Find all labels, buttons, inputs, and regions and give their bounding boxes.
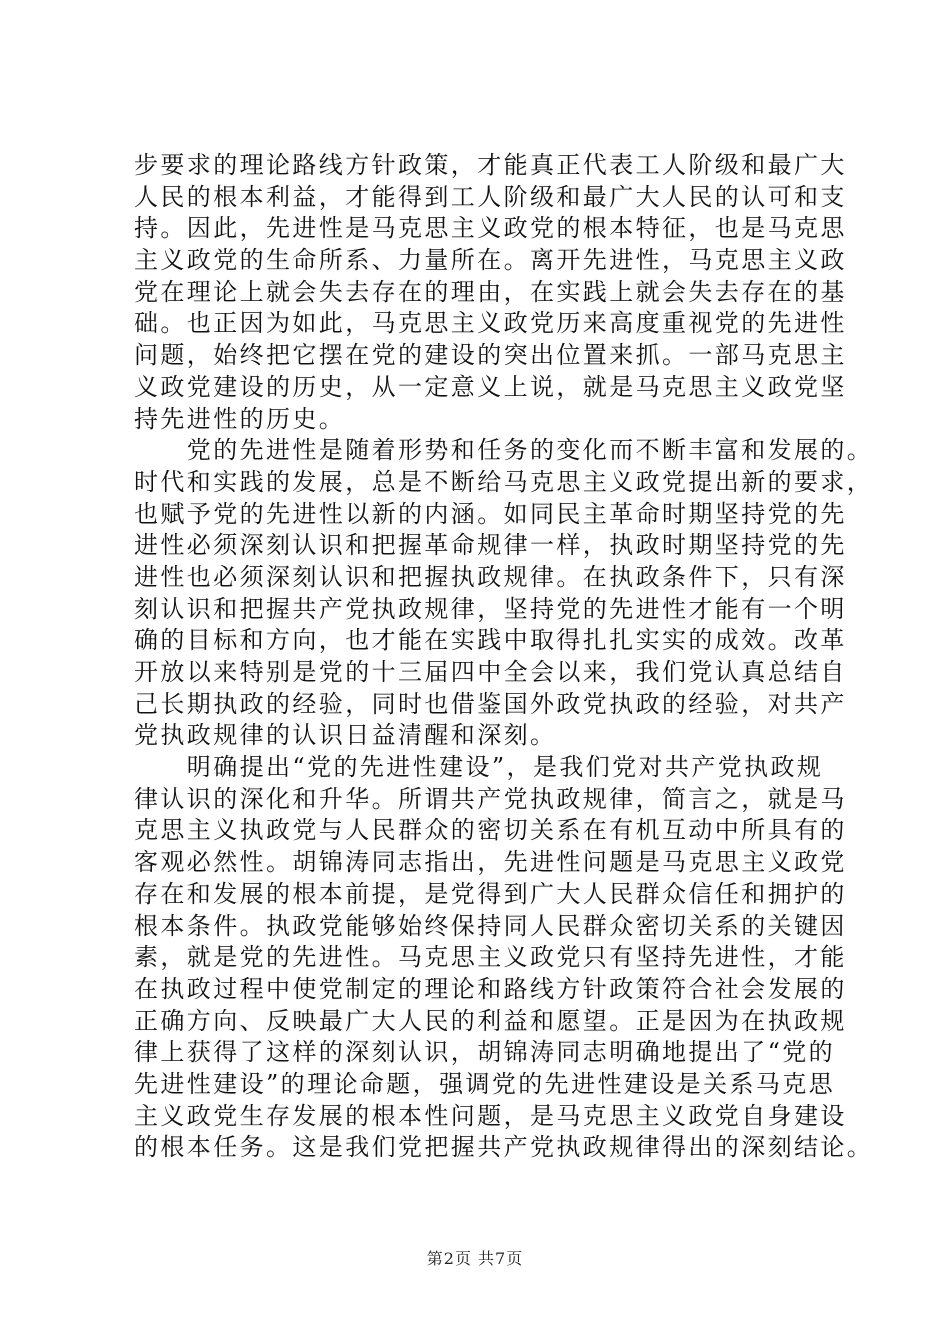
paragraph-1 <box>134 150 854 435</box>
text-line: 义政党建设的历史，从一定意义上说，就是马克思主义政党坚 <box>134 372 847 401</box>
text-line: 持。因此，先进性是马克思主义政党的根本特征，也是马克思 <box>134 214 847 243</box>
text-line: 的根本任务。这是我们党把握共产党执政规律得出的深刻结论。 <box>134 1133 874 1162</box>
text-line: 持先进性的历史。 <box>134 404 346 433</box>
paragraph-2 <box>134 435 874 752</box>
text-line: 进性必须深刻认识和把握革命规律一样，执政时期坚持党的先 <box>134 531 847 560</box>
text-line: 克思主义执政党与人民群众的密切关系在有机互动中所具有的 <box>134 816 847 845</box>
text-line: 律认识的深化和升华。所谓共产党执政规律，简言之，就是马 <box>134 784 847 813</box>
text-line: 正确方向、反映最广大人民的利益和愿望。正是因为在执政规 <box>134 1006 847 1035</box>
text-line: 素，就是党的先进性。马克思主义政党只有坚持先进性，才能 <box>134 943 847 972</box>
page-number-footer: 第2页 共7页 <box>426 1249 524 1268</box>
text-line: 问题，始终把它摆在党的建设的突出位置来抓。一部马克思主 <box>134 341 847 370</box>
text-line: 进性也必须深刻认识和把握执政规律。在执政条件下，只有深 <box>134 562 847 591</box>
text-line: 步要求的理论路线方针政策，才能真正代表工人阶级和最广大 <box>134 151 847 179</box>
text-line: 开放以来特别是党的十三届四中全会以来，我们党认真总结自 <box>134 658 847 686</box>
text-line: 明确提出“党的先进性建设”，是我们党对共产党执政规 <box>134 753 824 782</box>
text-line: 己长期执政的经验，同时也借鉴国外政党执政的经验，对共产 <box>134 689 847 718</box>
text-line: 根本条件。执政党能够始终保持同人民群众密切关系的关键因 <box>134 911 847 940</box>
text-line: 党执政规律的认识日益清醒和深刻。 <box>134 721 557 750</box>
text-line: 律上获得了这样的深刻认识，胡锦涛同志明确地提出了“党的 <box>134 1038 836 1067</box>
text-line: 党的先进性是随着形势和任务的变化而不断丰富和发展的。 <box>134 436 874 465</box>
text-line: 主义政党的生命所系、力量所在。离开先进性，马克思主义政 <box>134 246 847 275</box>
text-line: 客观必然性。胡锦涛同志指出，先进性问题是马克思主义政党 <box>134 848 847 877</box>
text-line: 人民的根本利益，才能得到工人阶级和最广大人民的认可和支 <box>134 182 847 211</box>
text-line: 确的目标和方向，也才能在实践中取得扎扎实实的成效。改革 <box>134 626 847 655</box>
text-line: 在执政过程中使党制定的理论和路线方针政策符合社会发展的 <box>134 974 847 1003</box>
text-line: 党在理论上就会失去存在的理由，在实践上就会失去存在的基 <box>134 277 847 306</box>
text-line: 时代和实践的发展，总是不断给马克思主义政党提出新的要求， <box>134 467 874 496</box>
text-line: 刻认识和把握共产党执政规律，坚持党的先进性才能有一个明 <box>134 594 847 623</box>
text-line: 也赋予党的先进性以新的内涵。如同民主革命时期坚持党的先 <box>134 499 847 528</box>
text-line: 存在和发展的根本前提，是党得到广大人民群众信任和拥护的 <box>134 879 847 908</box>
text-line: 主义政党生存发展的根本性问题，是马克思主义政党自身建设 <box>134 1101 847 1130</box>
paragraph-3 <box>134 752 874 1164</box>
text-line: 础。也正因为如此，马克思主义政党历来高度重视党的先进性 <box>134 309 847 338</box>
body-text <box>134 150 874 1164</box>
text-line: 先进性建设”的理论命题，强调党的先进性建设是关系马克思 <box>134 1069 836 1098</box>
